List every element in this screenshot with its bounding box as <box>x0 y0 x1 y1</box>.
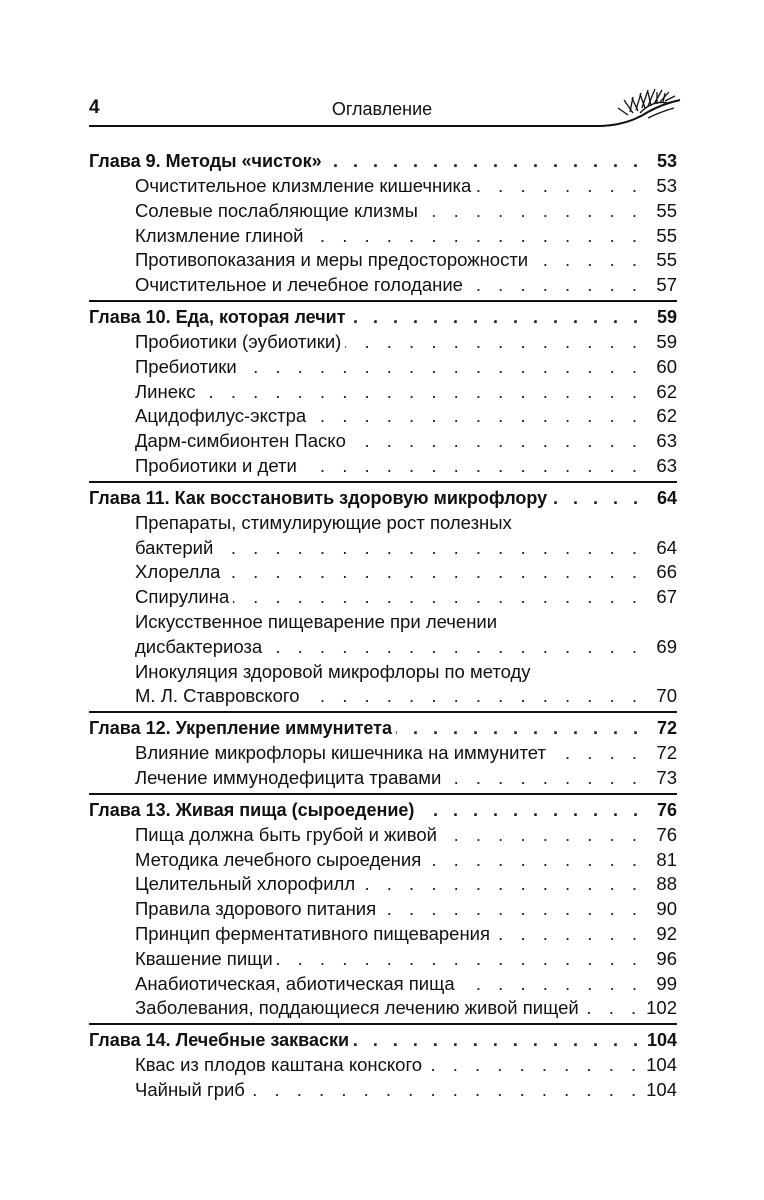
dot-leader <box>551 485 643 511</box>
entry-title: дисбактериоза <box>135 635 263 657</box>
entry-title: Линекс <box>135 380 196 402</box>
toc-entry-wrapped-first-line[interactable]: Инокуляция здоровой микрофлоры по методу <box>135 660 531 682</box>
dot-leader <box>396 715 643 741</box>
chapter-title: Глава 10. Еда, которая лечит <box>89 306 346 327</box>
entry-title: Целительный хлорофилл <box>135 873 356 895</box>
page-ref: 90 <box>656 898 677 920</box>
toc-entry[interactable] <box>89 848 677 873</box>
toc-entry[interactable] <box>89 1078 677 1103</box>
dot-leader <box>307 224 643 249</box>
entry-title: Дарм-симбионтен Паско <box>135 430 346 452</box>
page-ref: 53 <box>656 151 677 171</box>
toc-entry[interactable] <box>89 454 677 479</box>
page-ref: 81 <box>656 848 677 870</box>
toc-entry[interactable] <box>89 248 677 273</box>
dot-leader <box>233 585 643 610</box>
sun-ornament-icon <box>0 0 764 150</box>
page-ref: 64 <box>656 536 677 558</box>
toc-entry[interactable] <box>89 585 677 610</box>
page-ref: 66 <box>656 561 677 583</box>
toc-entry-wrapped-first-line[interactable]: Искусственное пищеварение при лечении <box>135 610 498 632</box>
page-number: 4 <box>89 97 100 118</box>
dot-leader <box>380 897 643 922</box>
dot-leader <box>200 380 643 405</box>
dot-leader <box>353 1027 643 1053</box>
entry-title: Правила здорового питания <box>135 898 377 920</box>
entry-title: Принцип ферментативного пищеварения <box>135 922 491 944</box>
page-ref: 104 <box>646 1054 677 1076</box>
dot-leader <box>426 1053 642 1078</box>
entry-title: Ацидофилус-экстра <box>135 405 307 427</box>
page-ref: 63 <box>656 454 677 476</box>
page-ref: 88 <box>656 873 677 895</box>
toc-chapter-11[interactable] <box>89 481 677 511</box>
dot-leader <box>425 848 643 873</box>
toc-chapter-10[interactable] <box>89 300 677 330</box>
page-ref: 59 <box>656 330 677 352</box>
page-ref: 64 <box>656 487 677 508</box>
entry-title: Пробиотики (эубиотики) <box>135 330 342 352</box>
toc-entry[interactable] <box>89 741 677 766</box>
dot-leader <box>422 199 643 224</box>
entry-title: Очистительное клизмление кишечника <box>135 175 472 196</box>
page-ref: 76 <box>656 823 677 845</box>
page-ref: 62 <box>656 405 677 427</box>
page-ref: 104 <box>646 1030 677 1051</box>
entry-title: Квас из плодов каштана конского <box>135 1054 423 1076</box>
page-ref: 55 <box>656 249 677 271</box>
dot-leader <box>532 248 643 273</box>
dot-leader <box>350 304 643 330</box>
entry-title: Методика лечебного сыроедения <box>135 848 422 870</box>
entry-title: Пища должна быть грубой и живой <box>135 823 437 845</box>
dot-leader <box>217 536 643 561</box>
page-ref: 104 <box>646 1078 677 1100</box>
chapter-title: Глава 11. Как восстановить здоровую микрофлору <box>89 487 548 508</box>
dot-leader <box>301 454 643 479</box>
page-ref: 102 <box>646 997 677 1019</box>
toc-entry[interactable] <box>89 823 677 848</box>
dot-leader <box>350 429 643 454</box>
entry-title: Пребиотики <box>135 355 237 377</box>
dot-leader <box>467 273 643 298</box>
dot-leader <box>445 766 643 791</box>
page-ref: 62 <box>656 380 677 402</box>
toc-entry[interactable] <box>89 355 677 380</box>
entry-title: Спирулина <box>135 586 230 608</box>
dot-leader <box>304 684 643 709</box>
entry-title: Анабиотическая, абиотическая пища <box>135 972 455 994</box>
page-ref: 67 <box>656 586 677 608</box>
page-ref: 60 <box>656 355 677 377</box>
chapter-title: Глава 14. Лечебные закваски <box>89 1030 350 1051</box>
page-ref: 55 <box>656 199 677 221</box>
dot-leader <box>345 330 643 355</box>
toc-entry[interactable] <box>89 872 677 897</box>
toc-entry[interactable] <box>89 635 677 660</box>
page-ref: 57 <box>656 274 677 296</box>
chapter-title: Глава 9. Методы «чисток» <box>89 151 322 171</box>
entry-title: Влияние микрофлоры кишечника на иммунитет <box>135 742 546 764</box>
page-ref: 63 <box>656 430 677 452</box>
dot-leader <box>494 922 643 947</box>
chapter-title: Глава 12. Укрепление иммунитета <box>89 718 392 739</box>
entry-title: Очистительное и лечебное голодание <box>135 274 463 296</box>
toc-entry[interactable] <box>89 560 677 585</box>
toc-entry[interactable] <box>89 174 677 199</box>
page-ref: 73 <box>656 766 677 788</box>
page-ref: 53 <box>656 175 677 196</box>
toc-entry[interactable] <box>89 273 677 298</box>
dot-leader <box>310 404 643 429</box>
dot-leader <box>550 741 643 766</box>
dot-leader <box>359 872 643 897</box>
dot-leader <box>249 1078 642 1103</box>
entry-title: М. Л. Ставровского <box>135 685 300 707</box>
chapter-title: Глава 13. Живая пища (сыроедение) <box>89 799 415 820</box>
toc-chapter-14[interactable] <box>89 1023 677 1053</box>
page-ref: 76 <box>656 799 677 820</box>
entry-title: Лечение иммунодефицита травами <box>135 766 442 788</box>
dot-leader <box>475 174 643 199</box>
entry-title: Хлорелла <box>135 561 221 583</box>
toc-entry[interactable] <box>89 922 677 947</box>
dot-leader <box>326 148 643 174</box>
dot-leader <box>418 797 643 823</box>
page-ref: 96 <box>656 947 677 969</box>
dot-leader <box>241 355 643 380</box>
toc-chapter-9[interactable] <box>89 146 677 174</box>
page-ref: 70 <box>656 685 677 707</box>
toc-entry[interactable] <box>89 684 677 709</box>
page-ref: 55 <box>656 224 677 246</box>
entry-title: Заболевания, поддающиеся лечению живой пищей <box>135 997 579 1019</box>
page-ref: 92 <box>656 922 677 944</box>
dot-leader <box>277 947 643 972</box>
toc-entry[interactable] <box>89 766 677 791</box>
toc-entry[interactable] <box>89 1053 677 1078</box>
running-title: Оглавление <box>331 99 433 119</box>
toc-entry[interactable] <box>89 947 677 972</box>
toc-entry[interactable] <box>89 330 677 355</box>
page-ref: 59 <box>656 306 677 327</box>
entry-title: Клизмление глиной <box>135 224 304 246</box>
toc-entry[interactable] <box>89 536 677 561</box>
entry-title: Чайный гриб <box>135 1078 245 1100</box>
entry-title: Квашение пищи <box>135 947 273 969</box>
dot-leader <box>266 635 643 660</box>
toc-entry[interactable] <box>89 972 677 997</box>
dot-leader <box>224 560 643 585</box>
toc-entry[interactable] <box>89 897 677 922</box>
toc-chapter-13[interactable] <box>89 793 677 823</box>
toc-entry[interactable] <box>89 996 677 1021</box>
toc-entry-wrapped-first-line[interactable]: Препараты, стимулирующие рост полезных <box>135 511 512 533</box>
entry-title: Противопоказания и меры предосторожности <box>135 249 529 271</box>
dot-leader <box>441 823 643 848</box>
page-ref: 72 <box>656 718 677 739</box>
page-header <box>0 0 764 150</box>
toc-entry[interactable] <box>89 224 677 249</box>
page-ref: 99 <box>656 972 677 994</box>
dot-leader <box>459 972 643 997</box>
page-ref: 72 <box>656 742 677 764</box>
toc-entry[interactable] <box>89 429 677 454</box>
entry-title: Пробиотики и дети <box>135 454 297 476</box>
toc-entry[interactable] <box>89 404 677 429</box>
toc-chapter-12[interactable] <box>89 711 677 741</box>
page-ref: 69 <box>656 635 677 657</box>
entry-title: бактерий <box>135 536 214 558</box>
toc-entry[interactable] <box>89 199 677 224</box>
table-of-contents <box>89 146 677 1103</box>
toc-entry[interactable] <box>89 380 677 405</box>
entry-title: Солевые послабляющие клизмы <box>135 199 418 221</box>
dot-leader <box>583 996 642 1021</box>
